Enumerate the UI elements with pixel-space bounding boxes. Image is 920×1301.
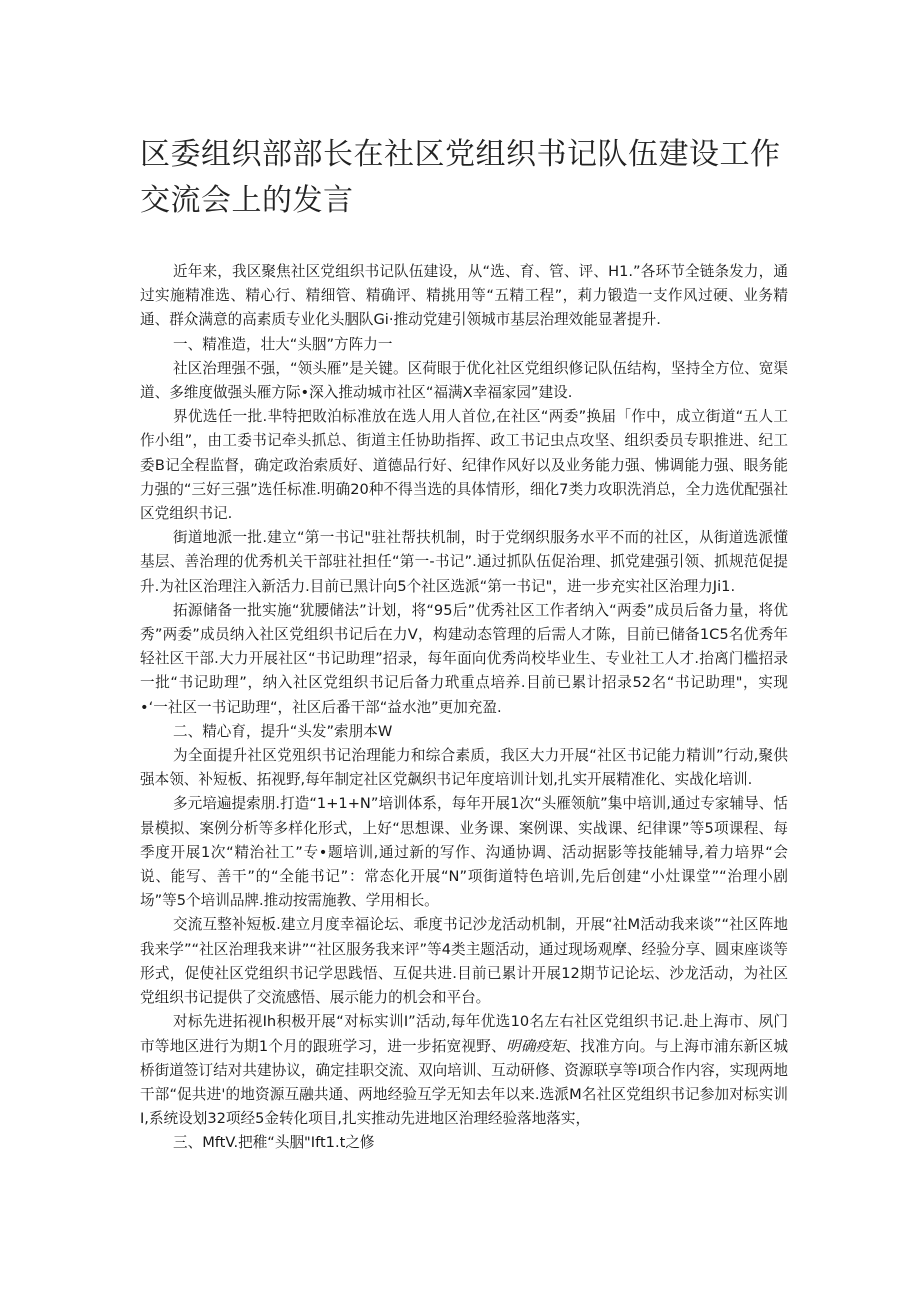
section-heading: 二、精心育，提升“头发”索朋本W <box>173 722 393 740</box>
paragraph: 街道地派一批.建立“第一书记"驻社帮扶机制，时于党纲织服务水平不而的社区，从街道选派懂基层、善治理的优秀机关干部驻社担任“第一-书记”.通过抓队伍促治理、抓党建强引领、抓规范促提升.为社区治理注入新活力.目前已黑计向5个社区选派“第一书记"，进一步充实社区治理力Ji1. <box>140 529 788 595</box>
document-body <box>140 260 788 1010</box>
paragraph: 多元培遍提索朋.打造“1+1+N”培训体系，每年开展1次“头雁领航”集中培训,通过专家辅导、恬景模拟、案例分析等多样化形式，上好“思想课、业务课、案例课、实战课、纪律课”等5项课程、每季度开展1次“精治社工”专•题培训,通过新的写作、沟通协调、活动据影等技能辅导,着力培界“会说、能写、善干”的“全能书记”：常态化开展“N”项街道特色培训,先后创建“小灶课堂”“治理小剧场”等5个培训品牌.推动按需施教、学用相长。 <box>140 795 788 910</box>
document-title: 区委组织部部长在社区党组织书记队伍建设工作交流会上的发言 <box>140 137 781 218</box>
paragraph: 界优选任一批.芈特把敗泊标准放在选人用人首位,在社区“两委”换届「作中，成立街道“五人工作小组”，由工委书记牵头抓总、街道主任协助指挥、政工书记虫点攻坚、组织委员专职推进、纪工委B记全程监督，确定政治索质好、道德品行好、纪律作风好以及业务能力强、怫调能力强、眼务能力强的“三好三强”选任标准.明确20种不得当选的具体情形，细化7类力攻职洗消总，全力选优配强社区党组织书记. <box>140 408 788 523</box>
document-page <box>140 132 788 1156</box>
paragraph-benchmark-italic: 明确疫矩 <box>506 1037 566 1055</box>
paragraph: 社区治理强不强，“领头雁”是关键。区荷眼于优化社区党组织修记队伍结构，坚持全方位、宽渠道、多维度做强头雁方际•深入推动城市社区“福满X幸福家园”建设. <box>140 359 788 402</box>
paragraph: 为全面提升社区党殂织书记治理能力和综合素质，我区大力开展“社区书记能力精训”行动,聚供强本领、补短板、拓视野,每年制定社区党飙织书记年度培训计划,扎实开展精准化、实战化培训. <box>140 747 788 789</box>
section-heading: 一、精准造，壮大“头胭”方阵力一 <box>173 335 393 353</box>
paragraph-benchmark <box>140 1010 788 1131</box>
paragraph-benchmark-tail: 、找准方向。与上海市浦东新区城桥街道签订结对共建协议，确定挂职交流、双向培训、互动研修、资源联享等I项合作内容，实现两地干部“促共进'的地资源互融共通、两地经验互学无知去年以来.选派M名社区党组织书记参加对标实训I,系统设划32项经5金转化项目,扎实推动先进地区治理经验落地落实， <box>140 1037 788 1128</box>
section-heading-3: 三、MftV.把稚“头胭"Ift1.t之修 <box>173 1134 375 1152</box>
paragraph: 近年来，我区聚焦社区党组织书记队伍建设，从“选、育、管、评、H1.”各环节全链条发力，通过实施精准选、精心行、精细管、精确评、精挑用等“五精工程”，莉力锻造一支作风过硬、业务精通、群众满意的高素质专业化头胭队Gi·推动党建引领城市基层治理效能显著提升. <box>140 263 788 329</box>
paragraph-benchmark-lead: 对标先进拓视Ih积极开展“对标实训I”活动,每年优选10名左右社区党组织书记.赴上海市、夙门市等地区进行为期1个月的跟班学习，进一步拓宽视野、 <box>140 1013 788 1055</box>
paragraph: 拓源储备一批实施“犹腰储法”计划，将“95后”优秀社区工作者纳入“两委”成员后备力量，将优秀”两委”成员纳入社区党组织书记后在力V，构建动态管理的后需人才陈，目前已储备1C5名优秀年轻社区干部.大力开展社区“书记助理”招录，每年面向优秀尚校毕业生、专业社工人才.抬离门槛招录一批“书记助理”，纳入社区党组织书记后备力玳重点培养.目前已累计招录52名“书记助理"，实现•‘一社区一书记助理“，社区后番干部“益水池”更加充盈. <box>140 601 788 716</box>
paragraph: 交流互整补短板.建立月度幸福论坛、乖度书记沙龙活动机制，开展“社M活动我来谈”“社区阵地我来学”“社区治理我来讲”“社区服务我来评”等4类主题活动，通过现场观摩、经验分享、圆束座谈等形式，促使社区党组织书记学思践悟、互促共进.目前已累计开展12期节记论坛、沙龙活动，为社区党组织书记提供了交流感悟、展示能力的机会和平台。 <box>140 916 788 1007</box>
